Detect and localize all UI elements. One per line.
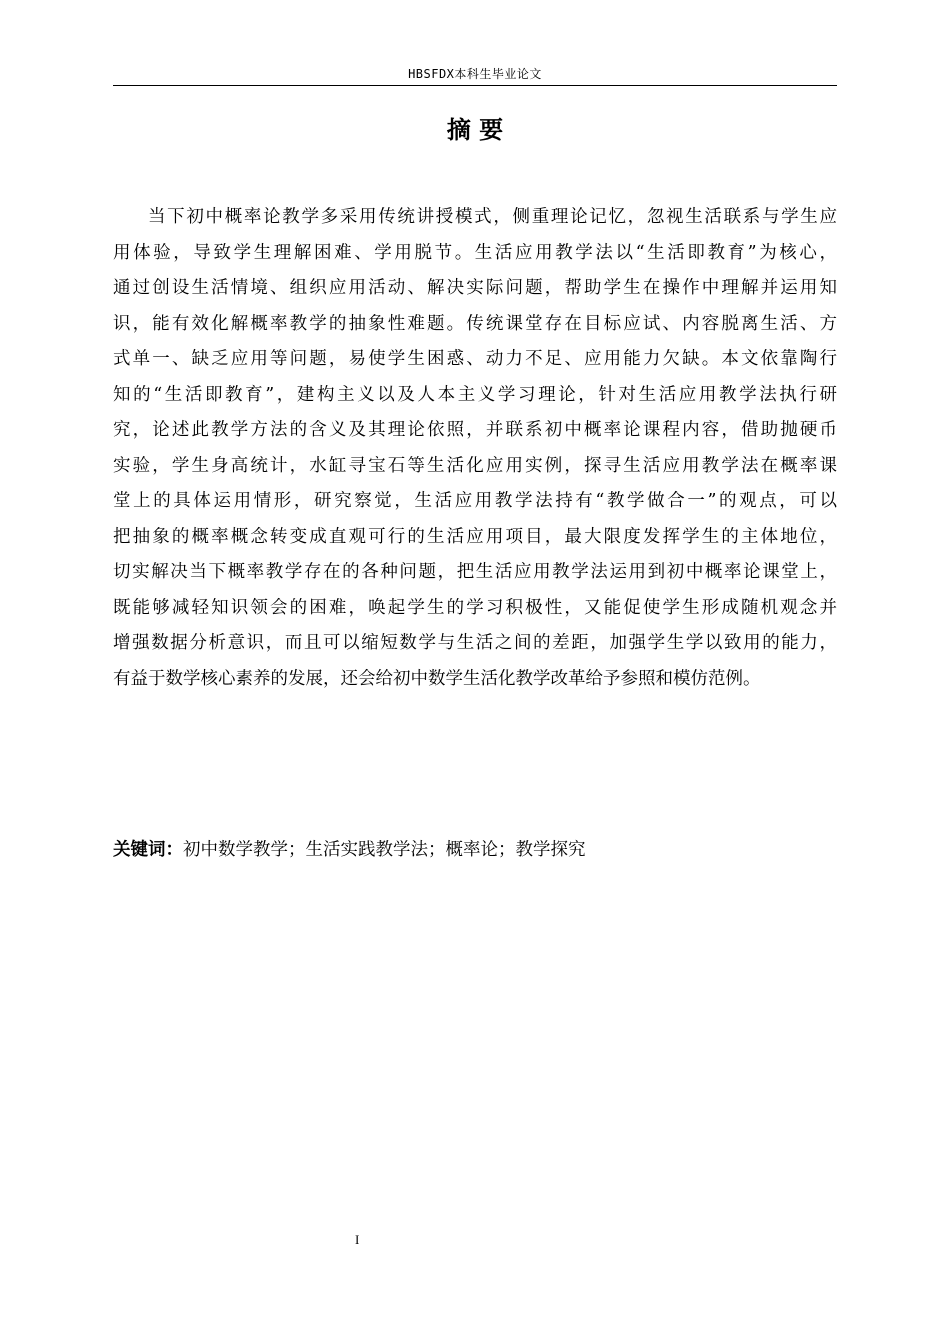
running-header: HBSFDX本科生毕业论文 [408,67,542,81]
page-number: I [355,1232,360,1247]
abstract-title: 摘 要 [446,116,504,144]
keywords-value: 初中数学教学；生活实践教学法；概率论；教学探究 [183,840,586,860]
abstract-line: 式单一、缺乏应用等问题，易使学生困惑、动力不足、应用能力欠缺。本文依靠陶行 [113,349,837,369]
abstract-line: 堂上的具体运用情形，研究察觉，生活应用教学法持有“教学做合一”的观点，可以 [113,491,837,511]
abstract-line: 实验，学生身高统计，水缸寻宝石等生活化应用实例，探寻生活应用教学法在概率课 [113,455,837,476]
header-rule [113,85,837,86]
abstract-line: 切实解决当下概率教学存在的各种问题，把生活应用教学法运用到初中概率论课堂上， [113,562,837,582]
abstract-line: 增强数据分析意识，而且可以缩短数学与生活之间的差距，加强学生学以致用的能力， [113,633,837,653]
keywords [113,832,586,868]
abstract-line: 用体验，导致学生理解困难、学用脱节。生活应用教学法以“生活即教育”为核心， [113,242,837,263]
abstract-line: 既能够减轻知识领会的困难，唤起学生的学习积极性，又能促使学生形成随机观念并 [113,597,837,618]
abstract-line: 把抽象的概率概念转变成直观可行的生活应用项目，最大限度发挥学生的主体地位， [113,526,837,547]
abstract-line: 知的“生活即教育”，建构主义以及人本主义学习理论，针对生活应用教学法执行研 [113,384,837,405]
keywords-label: 关键词： [113,840,183,860]
abstract-line: 当下初中概率论教学多采用传统讲授模式，侧重理论记忆，忽视生活联系与学生应 [148,207,837,227]
abstract-line: 通过创设生活情境、组织应用活动、解决实际问题，帮助学生在操作中理解并运用知 [113,278,837,298]
abstract-body [113,200,837,697]
abstract-line: 究，论述此教学方法的含义及其理论依照，并联系初中概率论课程内容，借助抛硬币 [113,420,837,440]
abstract-line: 有益于数学核心素养的发展，还会给初中数学生活化教学改革给予参照和模仿范例。 [113,668,761,689]
abstract-line: 识，能有效化解概率教学的抽象性难题。传统课堂存在目标应试、内容脱离生活、方 [113,313,837,334]
